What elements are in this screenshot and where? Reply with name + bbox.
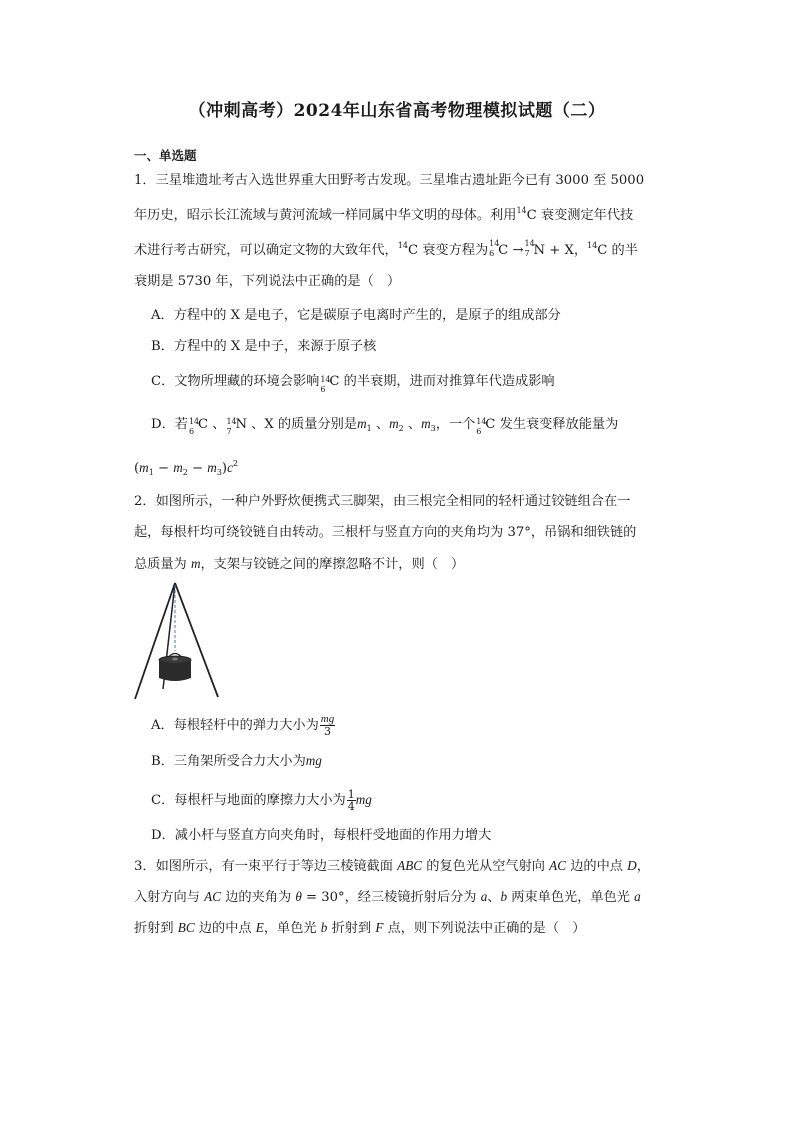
cooking-pot	[159, 660, 191, 681]
superscript: 2	[232, 459, 239, 468]
isotope-mass: 14	[516, 206, 527, 215]
q1-stem-text: C →	[498, 243, 524, 258]
q2-option-a	[151, 714, 335, 737]
q3-stem-text: 折射到	[327, 921, 376, 936]
q3-stem-text: 点，则下列说法中正确的是（ ）	[383, 921, 586, 936]
q3-stem-text: 边的中点	[566, 859, 628, 874]
isotope-mass: 14	[476, 417, 487, 426]
q1-stem-text: 年历史，昭示长江流域与黄河流域一样同属中华文明的母体。利用	[134, 208, 517, 223]
option-text: C 发生衰变释放能量为	[485, 417, 619, 432]
math-symbol: a	[634, 889, 641, 904]
option-text: C．文物所埋藏的环境会影响	[151, 374, 320, 389]
fraction-numerator: mg	[320, 713, 335, 725]
q2-stem-line-1: 2．如图所示，一种户外野炊便携式三脚架，由三根完全相同的轻杆通过铰链组合在一	[134, 494, 631, 509]
q3-stem-text: 的复色光从空气射向	[422, 859, 550, 874]
mass-symbol: m	[389, 416, 399, 431]
q1-stem-line-4: 衰期是 5730 年，下列说法中正确的是（ ）	[134, 274, 401, 289]
math-symbol: a	[480, 889, 488, 904]
paren: (	[134, 461, 140, 476]
option-text: C．每根杆与地面的摩擦力大小为	[151, 793, 346, 808]
subscript: 3	[430, 424, 436, 433]
math-symbol: θ	[295, 889, 302, 904]
q1-stem-line-2	[134, 202, 633, 225]
q1-option-a: A．方程中的 X 是电子，它是碳原子电离时产生的，是原子的组成部分	[151, 308, 561, 323]
option-text: D．若	[151, 417, 188, 432]
q3-stem-text: 边的中点	[194, 921, 256, 936]
q3-stem-text: = 30°，经三棱镜折射后分为	[301, 890, 481, 905]
subscript: 1	[148, 468, 154, 477]
isotope-mass: 14	[320, 375, 331, 384]
q1-option-c	[151, 373, 555, 394]
fraction-denominator: 3	[324, 725, 331, 738]
math-symbol: BC	[177, 920, 195, 935]
q1-energy-formula: $(m_1 - m_2 - m_3)c^2$	[134, 459, 239, 477]
option-text: A．每根轻杆中的弹力大小为	[151, 718, 319, 733]
force-symbol: mg	[355, 792, 372, 807]
math-symbol: ABC	[397, 858, 423, 873]
mass-symbol: m	[139, 460, 149, 475]
fraction	[320, 714, 335, 737]
force-symbol: mg	[305, 753, 322, 768]
light-speed-symbol: c	[227, 460, 233, 475]
isotope-mass: 14	[524, 239, 535, 248]
paren: )	[221, 461, 228, 476]
math-symbol: b	[320, 920, 328, 935]
mass-symbol: m	[173, 460, 183, 475]
q2-stem-line-3	[134, 555, 464, 574]
subscript: 2	[398, 424, 404, 433]
math-symbol: AC	[204, 889, 221, 904]
isotope-mass: 14	[587, 241, 598, 250]
q1-stem-text: C 衰变方程为	[407, 243, 489, 258]
q3-stem-text: 入射方向与	[134, 890, 205, 905]
nitrogen-isotope	[225, 415, 237, 436]
mass-symbol: m	[421, 416, 431, 431]
q3-stem-line-2	[134, 888, 641, 907]
q1-stem-text: N + X，	[533, 243, 588, 258]
mass-symbol: m	[207, 460, 217, 475]
q3-stem-text: 两束单色光，单色光	[507, 890, 635, 905]
page-title: （冲刺高考）2024年山东省高考物理模拟试题（二）	[188, 101, 606, 121]
q3-stem-text: 、	[487, 890, 501, 905]
isotope-charge: 6	[188, 427, 195, 436]
q3-stem-text: 边的夹角为	[221, 890, 296, 905]
pot-knob	[172, 658, 178, 661]
mass-symbol: m	[190, 556, 201, 571]
q1-option-b: B．方程中的 X 是中子，来源于原子核	[151, 339, 377, 354]
math-symbol: AC	[549, 858, 567, 873]
q2-stem-line-2: 起，每根杆均可绕铰链自由转动。三根杆与竖直方向的夹角均为 37°，吊锅和细铁链的	[134, 525, 637, 540]
q1-stem-text: C 的半	[597, 243, 638, 258]
isotope-mass: 14	[397, 241, 408, 250]
tripod-figure	[132, 581, 227, 701]
q1-stem-line-3	[134, 237, 638, 260]
math-symbol: D	[627, 858, 637, 873]
q3-stem-text: 折射到	[134, 921, 178, 936]
option-text: N 、X 的质量分别是	[235, 417, 358, 432]
math-symbol: F	[375, 920, 384, 935]
q1-stem-text: 术进行考古研究，可以确定文物的大致年代，	[134, 243, 398, 258]
carbon-isotope	[488, 237, 500, 258]
math-symbol: E	[255, 920, 264, 935]
q2-stem-text: ，支架与铰链之间的摩擦忽略不计，则（ ）	[200, 557, 465, 572]
isotope-charge: 6	[489, 249, 495, 258]
subscript: 2	[182, 468, 188, 477]
mass-symbol: m	[357, 416, 367, 431]
subscript: 1	[366, 424, 372, 433]
q3-stem-text: ，	[636, 859, 650, 874]
q2-option-d: D．减小杆与竖直方向夹角时，每根杆受地面的作用力增大	[151, 828, 492, 843]
q3-stem-line-1	[134, 857, 650, 876]
isotope-mass: 14	[489, 239, 500, 248]
math-symbol: b	[500, 889, 508, 904]
isotope-charge: 6	[476, 427, 482, 436]
option-text: B．三角架所受合力大小为	[151, 754, 306, 769]
q2-option-b	[151, 752, 322, 771]
carbon-isotope	[319, 373, 331, 394]
isotope-mass: 14	[188, 417, 200, 426]
q1-option-d: D．若 14 6 C 、 14 7 N 、X 的质量分别是$m_1$ 、$m_2$ 、$m_3$，一个 14 6 C 发生衰变释放能量为	[151, 415, 618, 438]
subscript: 3	[216, 468, 222, 477]
fraction-denominator: 4	[347, 800, 355, 813]
q1-stem-line-1: 1．三星堆遗址考古入选世界重大田野考古发现。三星堆古遗址距今已有 3000 至 5000	[134, 173, 645, 188]
section-heading: 一、单选题	[134, 148, 197, 163]
option-text: ，一个	[435, 417, 476, 432]
isotope-charge: 7	[226, 427, 232, 436]
isotope-charge: 6	[320, 385, 326, 394]
carbon-isotope	[475, 415, 487, 436]
nitrogen-isotope	[524, 237, 535, 258]
q1-stem-text: C 衰变测定年代技	[526, 208, 634, 223]
option-text: C 、	[197, 417, 226, 432]
fraction	[347, 789, 356, 812]
q3-stem-text: ，单色光	[263, 921, 321, 936]
option-text: C 的半衰期，进而对推算年代造成影响	[329, 374, 555, 389]
fraction-numerator: 1	[347, 788, 355, 801]
isotope-mass: 14	[226, 417, 237, 426]
q2-option-c	[151, 789, 372, 812]
carbon-isotope	[188, 415, 200, 436]
q3-stem-line-3	[134, 919, 585, 938]
q2-stem-text: 总质量为	[134, 557, 191, 572]
isotope-charge: 7	[524, 249, 530, 258]
q3-stem-text: 3．如图所示，有一束平行于等边三棱镜截面	[134, 859, 398, 874]
